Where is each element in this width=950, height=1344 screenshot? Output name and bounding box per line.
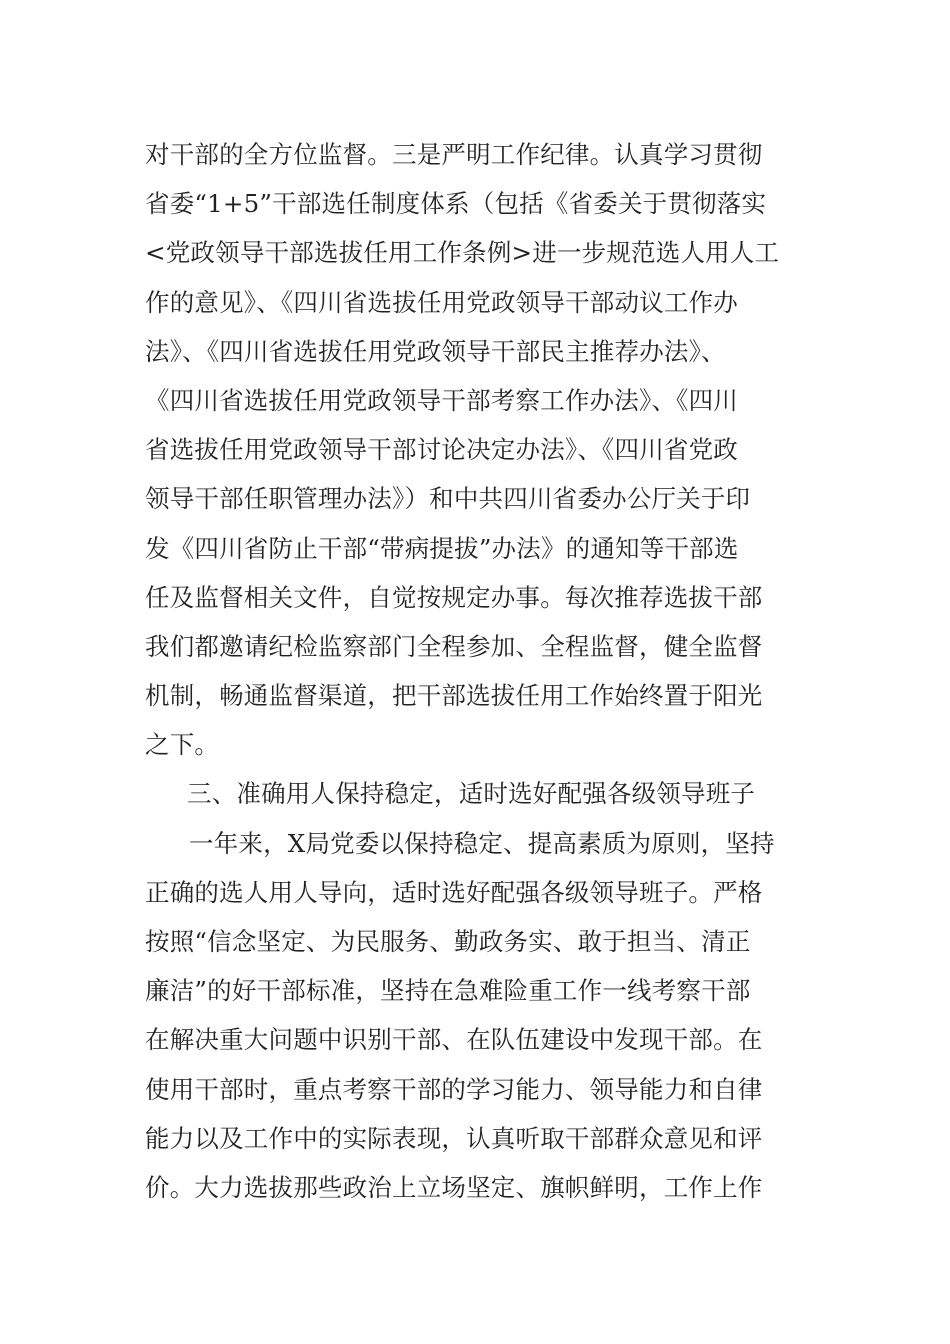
text-line: 发《四川省防止干部“带病提拔”办法》的通知等干部选 (145, 533, 739, 563)
text-line: 在解决重大问题中识别干部、在队伍建设中发现干部。在 (145, 1025, 763, 1055)
text-line: 一年来，X局党委以保持稳定、提高素质为原则，坚持 (189, 828, 775, 858)
text-line: 机制，畅通监督渠道，把干部选拔任用工作始终置于阳光 (145, 681, 763, 711)
text-line: 对干部的全方位监督。三是严明工作纪律。认真学习贯彻 (145, 140, 763, 169)
text-line: 使用干部时，重点考察干部的学习能力、领导能力和自律 (145, 1074, 763, 1104)
text-line: 按照“信念坚定、为民服务、勤政务实、敢于担当、清正 (145, 927, 751, 956)
text-line: 省委“1+5”干部选任制度体系（包括《省委关于贯彻落实 (145, 189, 767, 219)
text-line: 之下。 (145, 730, 220, 760)
document-body (145, 130, 820, 1212)
text-line: 我们都邀请纪检监察部门全程参加、全程监督，健全监督 (145, 631, 763, 661)
text-line: <党政领导干部选拔任用工作条例>进一步规范选人用人工 (145, 238, 780, 268)
text-line: 廉洁”的好干部标准，坚持在急难险重工作一线考察干部 (145, 976, 751, 1006)
text-line: 作的意见》、《四川省选拔任用党政领导干部动议工作办 (145, 287, 738, 317)
section-heading: 三、准确用人保持稳定，适时选好配强各级领导班子 (187, 779, 756, 809)
text-line: 任及监督相关文件，自觉按规定办事。每次推荐选拔干部 (145, 582, 763, 612)
text-line: 能力以及工作中的实际表现，认真听取干部群众意见和评 (145, 1123, 763, 1153)
text-line: 《四川省选拔任用党政领导干部考察工作办法》、《四川 (145, 385, 738, 415)
text-line: 省选拔任用党政领导干部讨论决定办法》、《四川省党政 (145, 435, 738, 465)
text-line: 领导干部任职管理办法》）和中共四川省委办公厅关于印 (145, 484, 751, 514)
text-line: 正确的选人用人导向，适时选好配强各级领导班子。严格 (145, 877, 763, 907)
text-line: 价。大力选拔那些政治上立场坚定、旗帜鲜明，工作上作 (145, 1172, 763, 1202)
text-line: 法》、《四川省选拔任用党政领导干部民主推荐办法》、 (145, 336, 726, 366)
